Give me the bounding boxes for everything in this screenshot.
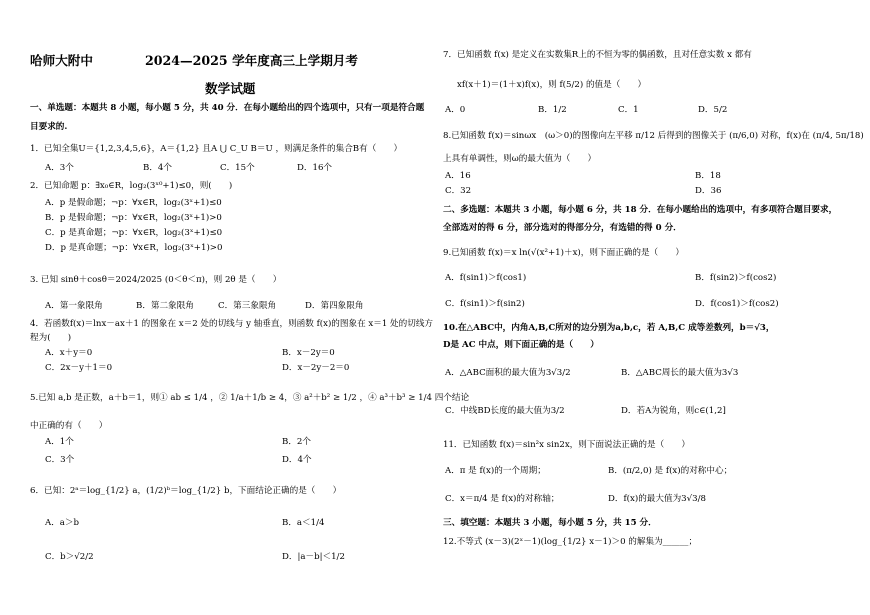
exam-title: 2024—2025 学年度高三上学期月考 (145, 53, 359, 68)
question-1: 1．已知全集U＝{1,2,3,4,5,6}，A＝{1,2} 且A ⋃ C_U B＝U ，则满足条件的集合B有（ ） (30, 144, 403, 154)
q5-option-b: B．2个 (282, 437, 311, 447)
q9-option-a: A．f(sin1)＞f(cos1) (445, 273, 527, 283)
q10-option-a: A．△ABC面积的最大值为3√3/2 (445, 368, 571, 378)
q1-option-c: C．15个 (220, 163, 255, 173)
q11-option-d: D．f(x)的最大值为3√3/8 (608, 494, 706, 504)
q6-option-b: B．a＜1/4 (282, 518, 325, 528)
q1-option-d: D．16个 (297, 163, 333, 173)
question-7-cont: xf(x＋1)＝(1＋x)f(x)，则 f(5/2) 的值是（ ） (457, 80, 647, 90)
q7-option-b: B．1/2 (538, 105, 567, 115)
q5-option-d: D．4个 (282, 455, 312, 465)
question-9: 9.已知函数 f(x)＝x ln(√(x²+1)＋x)，则下面正确的是（ ） (443, 248, 684, 258)
q8-option-c: C．32 (445, 186, 472, 196)
section-2-heading: 二、多选题：本题共 3 小题，每小题 6 分，共 18 分．在每小题给出的选项中，有多项符合题目要求， (443, 205, 838, 215)
q2-option-c: C．p 是真命题；¬p：∀x∈R，log₂(3ˣ+1)≤0 (45, 228, 223, 238)
q9-option-b: B．f(sin2)＞f(cos2) (695, 273, 777, 283)
q7-option-d: D．5/2 (698, 105, 728, 115)
q6-option-a: A．a＞b (45, 518, 80, 528)
q11-option-a: A．π 是 f(x)的一个周期； (445, 466, 546, 476)
section-1-heading-cont: 目要求的. (30, 122, 68, 132)
q7-option-c: C．1 (618, 105, 639, 115)
question-3: 3. 已知 sinθ＋cosθ＝2024/2025 (0＜θ＜π)，则 2θ 是（ ） (30, 275, 282, 285)
q11-option-b: B．(π/2,0) 是 f(x)的对称中心； (608, 466, 733, 476)
question-8-cont: 上具有单调性，则ω的最大值为（ ） (443, 154, 597, 164)
q4-option-a: A．x＋y＝0 (45, 348, 93, 358)
q11-option-c: C．x＝π/4 是 f(x)的对称轴； (445, 494, 560, 504)
q1-option-b: B．4个 (143, 163, 172, 173)
q9-option-c: C．f(sin1)＞f(sin2) (445, 299, 525, 309)
q4-option-d: D．x－2y－2＝0 (282, 363, 350, 373)
question-5: 5.已知 a,b 是正数，a＋b＝1，则① ab ≤ 1/4 ，② 1/a＋1/b ≥ 4，③ a²＋b² ≥ 1/2 ，④ a³＋b³ ≥ 1/4 四个结论 (30, 393, 470, 403)
q10-option-b: B．△ABC周长的最大值为3√3 (621, 368, 739, 378)
school-name: 哈师大附中 (30, 53, 93, 68)
q6-option-d: D．|a－b|＜1/2 (282, 552, 345, 562)
section-2-heading-cont: 全部选对的得 6 分，部分选对的得部分分，有选错的得 0 分． (443, 223, 682, 233)
q2-option-d: D．p 是真命题；¬p：∀x∈R，log₂(3ˣ+1)>0 (45, 243, 223, 253)
question-7: 7．已知函数 f(x) 是定义在实数集R上的不恒为零的偶函数，且对任意实数 x 都有 (443, 50, 752, 60)
q2-option-a: A．p 是假命题；¬p：∀x∈R，log₂(3ˣ+1)≤0 (45, 198, 222, 208)
q4-option-c: C．2x－y＋1＝0 (45, 363, 113, 373)
question-6: 6．已知：2ᵃ＝log_{1/2} a，(1/2)ᵇ＝log_{1/2} b，下面结论正确的是（ ） (30, 486, 342, 496)
question-10-cont: D是 AC 中点，则下面正确的是（ ） (443, 340, 599, 350)
q7-option-a: A．0 (445, 105, 466, 115)
q3-option-b: B．第二象限角 (136, 301, 194, 311)
q8-option-d: D．36 (695, 186, 722, 196)
subject-title: 数学试题 (205, 81, 256, 96)
q10-option-c: C．中线BD长度的最大值为3/2 (445, 406, 565, 416)
question-11: 11．已知函数 f(x)＝sin²x sin2x，则下面说法正确的是（ ） (443, 440, 690, 450)
section-3-heading: 三、填空题：本题共 3 小题，每小题 5 分，共 15 分． (443, 518, 657, 528)
q8-option-a: A．16 (445, 171, 471, 181)
q3-option-a: A．第一象限角 (45, 301, 103, 311)
q3-option-d: D．第四象限角 (305, 301, 364, 311)
q5-option-c: C．3个 (45, 455, 75, 465)
question-5-cont: 中正确的有（ ） (30, 421, 108, 431)
q2-option-b: B．p 是假命题；¬p：∀x∈R，log₂(3ˣ+1)>0 (45, 213, 222, 223)
q3-option-c: C．第三象限角 (218, 301, 277, 311)
q1-option-a: A．3个 (45, 163, 74, 173)
question-8: 8.已知函数 f(x)＝sinωx (ω＞0)的图像向左平移 π/12 后得到的图像关于 (π/6,0) 对称，f(x)在 (π/4, 5π/18) (443, 131, 864, 141)
question-4: 4．若函数f(x)＝lnx－ax＋1 的图象在 x＝2 处的切线与 y 轴垂直，则函数 f(x)的图象在 x＝1 处的切线方 (30, 319, 434, 329)
q10-option-d: D．若A为锐角，则c∈(1,2] (621, 406, 726, 416)
section-1-heading: 一、单选题：本题共 8 小题，每小题 5 分，共 40 分．在每小题给出的四个选项中，只有一项是符合题 (30, 103, 425, 113)
q6-option-c: C．b＞√2/2 (45, 552, 94, 562)
question-12: 12.不等式 (x－3)(2ˣ－1)(log_{1/2} x－1)＞0 的解集为______； (443, 537, 698, 547)
question-4-cont: 程为( ) (30, 333, 72, 343)
q5-option-a: A．1个 (45, 437, 74, 447)
question-10: 10.在△ABC中，内角A,B,C所对的边分别为a,b,c，若 A,B,C 成等差数列，b＝√3， (443, 323, 775, 333)
question-2: 2．已知命题 p：∃x₀∈R，log₂(3ˣ⁰+1)≤0，则( ) (30, 181, 233, 191)
q8-option-b: B．18 (695, 171, 721, 181)
q9-option-d: D．f(cos1)＞f(cos2) (695, 299, 779, 309)
q4-option-b: B．x－2y＝0 (282, 348, 335, 358)
